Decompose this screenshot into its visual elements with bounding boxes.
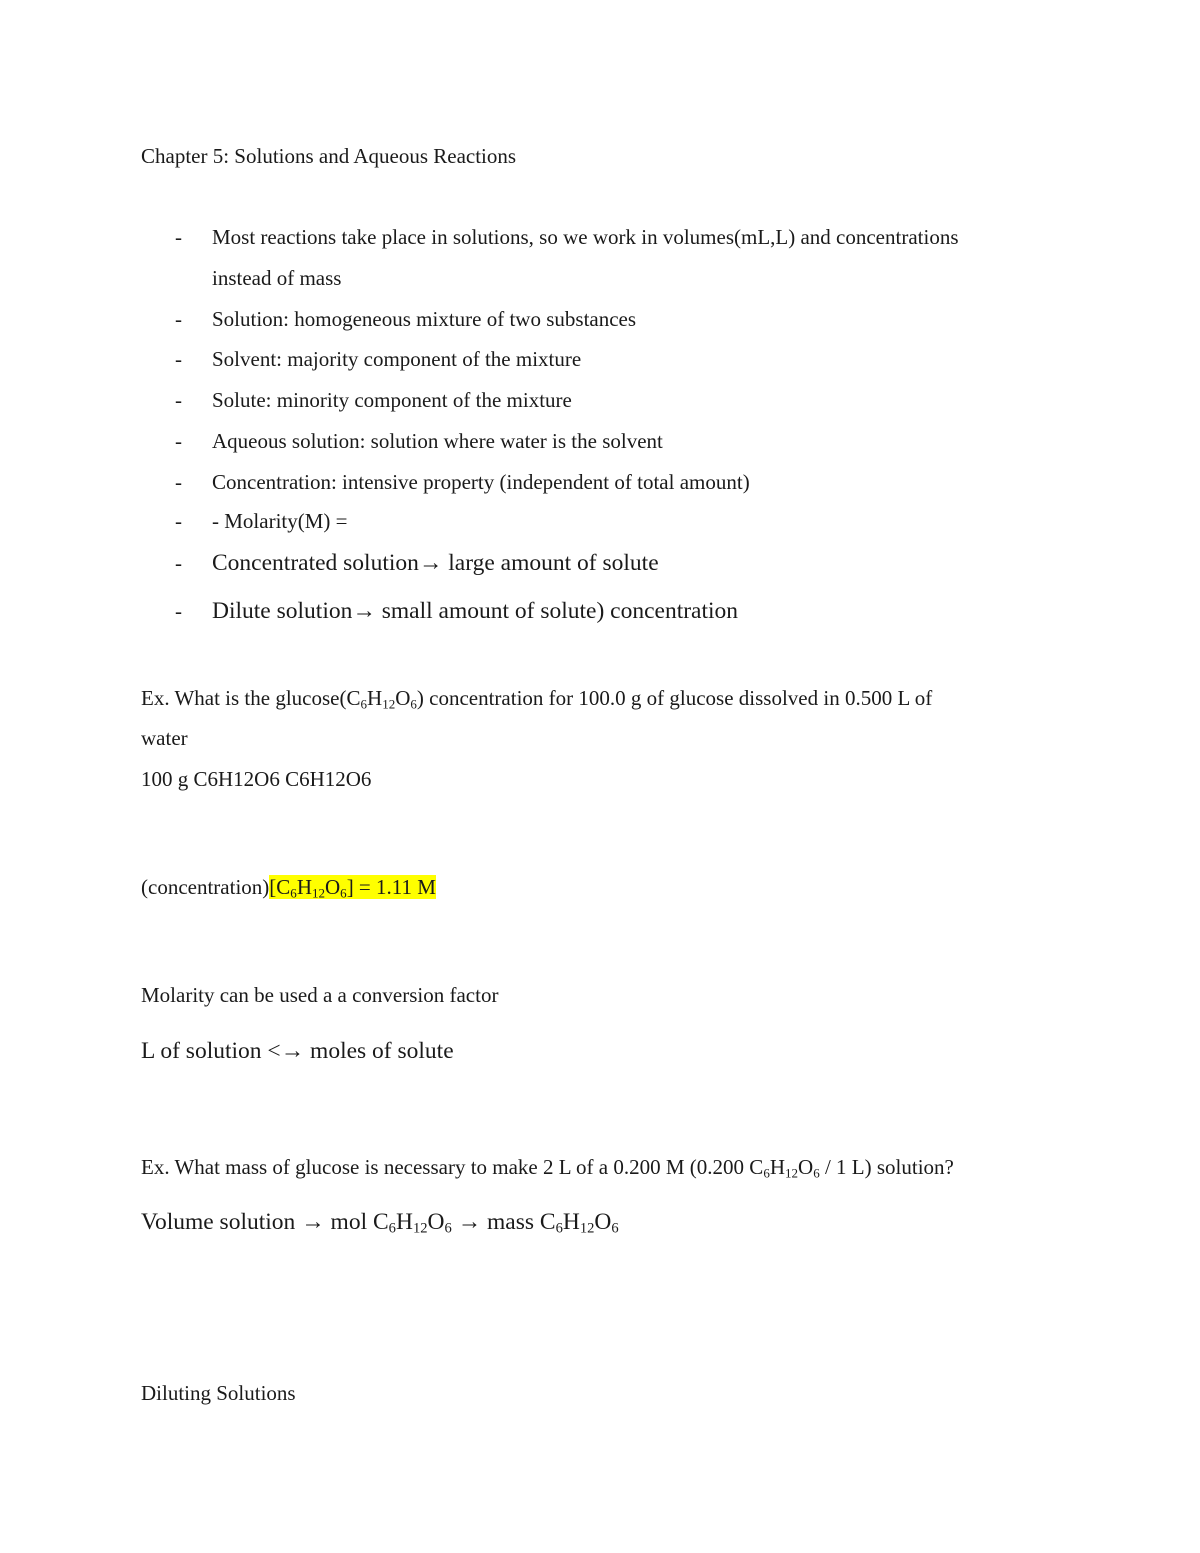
conversion-note: Molarity can be used a a conversion factor — [141, 983, 499, 1007]
bullet-item — [0, 597, 1200, 627]
glucose-formula: $C_6H_{12}O_6$ — [346, 686, 417, 712]
example2-question: Ex. What mass of glucose is necessary to make 2 L of a 0.200 M (0.200 $C_6H_{12}O_6 / 1$ L) solution? — [141, 1155, 954, 1181]
bullet-text: Aqueous solution: solution where water is the solvent — [212, 429, 663, 453]
bullet-dash: - — [175, 429, 182, 453]
example1-work: 100 g C6H12O6 C6H12O6 — [141, 767, 372, 791]
example1-answer: $(concentration)[C_6H_{12}O_6] = 1.11$ M — [141, 875, 436, 901]
glucose-formula: $C_6H_{12}O_6$ — [372, 1209, 452, 1237]
example2-path: Volume solution → mol $C_6H_{12}O_6$ → mass $C_6H_{12}O_6$ — [141, 1209, 619, 1237]
conversion-relation: L of solution <→ moles of solute — [141, 1038, 454, 1064]
bullet-dash: - — [175, 470, 182, 494]
bullet-item — [0, 549, 1200, 579]
bullet-dash: - — [175, 347, 182, 371]
bullet-item — [0, 223, 1200, 253]
bullet-dash: - — [175, 307, 182, 331]
bullet-dash: - — [175, 388, 182, 412]
chapter-title: Chapter 5: Solutions and Aqueous Reactions — [141, 144, 517, 168]
bullet-item — [0, 468, 1200, 498]
glucose-formula: $C_6H_{12}O_6$ — [749, 1155, 820, 1181]
bullet-dash: - — [175, 551, 182, 575]
bullet-item-continuation — [0, 264, 1200, 294]
bullet-item — [0, 386, 1200, 416]
bullet-item — [0, 427, 1200, 457]
bullet-item — [0, 305, 1200, 335]
section-heading: Diluting Solutions — [141, 1381, 296, 1405]
bullet-text: Solvent: majority component of the mixture — [212, 347, 582, 371]
bullet-text: Solute: minority component of the mixture — [212, 388, 572, 412]
bullet-text: Dilute solution→ small amount of solute) concentration — [212, 598, 739, 624]
bullet-item — [0, 507, 1200, 537]
bullet-item — [0, 345, 1200, 375]
bullet-text: Solution: homogeneous mixture of two substances — [212, 307, 637, 331]
bullet-dash: - — [175, 509, 182, 533]
example1-question: Ex. What is the $glucose(C_6H_{12}O_6)$ concentration for 100.0 g of glucose dissolved in 0.500 L of — [141, 686, 933, 712]
bullet-text: instead of mass — [212, 266, 342, 290]
bullet-text: Concentration: intensive property (independent of total amount) — [212, 470, 750, 494]
bullet-dash: - — [175, 599, 182, 623]
example1-question-line2: water — [141, 726, 188, 750]
bullet-text: Concentrated solution→ large amount of solute — [212, 550, 659, 576]
bullet-text: Most reactions take place in solutions, so we work in volumes(mL,L) and concentrations — [212, 225, 959, 249]
bullet-dash: - — [175, 225, 182, 249]
glucose-formula: $C_6H_{12}O_6$ — [539, 1209, 619, 1237]
bullet-text: - Molarity(M) = — [212, 509, 348, 533]
highlighted-answer: $[C_6H_{12}O_6] = 1.11$ M — [269, 875, 436, 901]
